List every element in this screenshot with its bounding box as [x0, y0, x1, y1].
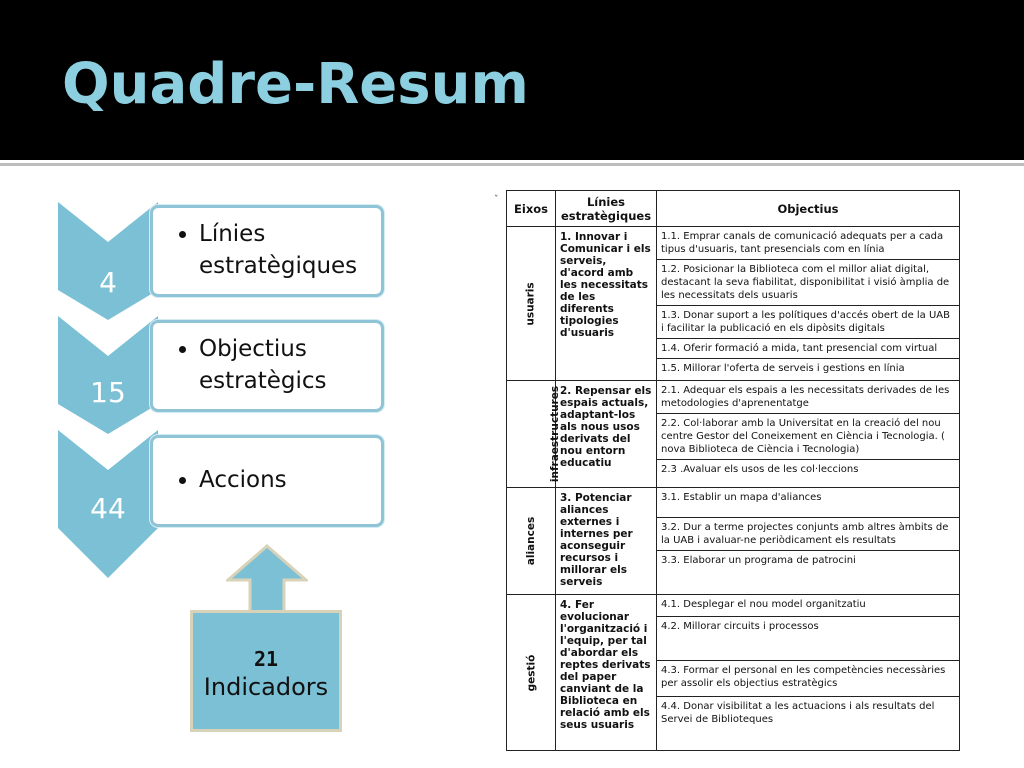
objectives-card — [150, 320, 384, 412]
indicators-box — [190, 610, 342, 732]
eix-label: infraestructures — [549, 385, 562, 483]
header-objectius: Objectius — [657, 191, 960, 227]
objective-cell: 4.3. Formar el personal en les competències necessàries per assolir els objectius estratègics — [657, 661, 960, 697]
objective-cell: 1.4. Oferir formació a mida, tant presencial com virtual — [657, 339, 960, 359]
actions-card — [150, 435, 384, 527]
objective-cell: 2.3 .Avaluar els usos de les col·leccions — [657, 460, 960, 488]
actions-count: 44 — [90, 492, 126, 525]
lines-label: • Línies estratègiques — [199, 218, 371, 282]
eix-label: usuaris — [525, 281, 537, 326]
linia-cell: 3. Potenciar aliances externes i internes per aconseguir recursos i millorar els serveis — [556, 488, 657, 595]
arrow-up-icon — [226, 544, 308, 614]
table-row — [507, 381, 960, 414]
linia-cell: 4. Fer evolucionar l'organització i l'equip, per tal d'abordar els reptes derivats del paper canviant de la Biblioteca en relació amb els seus usuaris — [556, 595, 657, 751]
summary-table — [506, 190, 960, 751]
slide-title: Quadre-Resum — [62, 52, 529, 117]
divider — [0, 163, 1024, 166]
corner-mark: ˇ — [494, 195, 499, 205]
objective-cell: 1.5. Millorar l'oferta de serveis i gestions en línia — [657, 359, 960, 381]
table-header-row — [507, 191, 960, 227]
lines-card — [150, 205, 384, 297]
chevron-objectives — [58, 316, 158, 434]
eix-cell — [507, 595, 556, 751]
header-linies: Línies estratègiques — [556, 191, 657, 227]
objective-cell: 4.2. Millorar circuits i processos — [657, 617, 960, 661]
objective-cell: 2.2. Col·laborar amb la Universitat en la creació del nou centre Gestor del Coneixement en Ciència i Tecnologia. ( nova Biblioteca de Ciència i Tecnologia) — [657, 414, 960, 460]
objective-cell: 4.1. Desplegar el nou model organitzatiu — [657, 595, 960, 617]
table-row — [507, 488, 960, 518]
objective-cell: 1.1. Emprar canals de comunicació adequats per a cada tipus d'usuaris, tant presencials com en línia — [657, 227, 960, 260]
objective-cell: 3.3. Elaborar un programa de patrocini — [657, 551, 960, 595]
header-eixos: Eixos — [507, 191, 556, 227]
actions-label: • Accions — [199, 464, 371, 496]
objectives-count: 15 — [90, 376, 126, 409]
objective-cell: 3.2. Dur a terme projectes conjunts amb altres àmbits de la UAB i avaluar-ne periòdicament els resultats — [657, 518, 960, 551]
objective-cell: 1.2. Posicionar la Biblioteca com el millor aliat digital, destacant la seva fiabilitat, disponibilitat i visió àmplia de les necessitats dels usuaris — [657, 260, 960, 306]
chevron-actions — [58, 430, 158, 578]
objective-cell: 1.3. Donar suport a les polítiques d'accés obert de la UAB i facilitar la publicació en els dipòsits digitals — [657, 306, 960, 339]
eix-cell — [507, 488, 556, 595]
eix-label: aliances — [525, 516, 538, 566]
linia-cell: 1. Innovar i Comunicar i els serveis, d'acord amb les necessitats de les diferents tipologies d'usuaris — [556, 227, 657, 381]
eix-cell — [507, 227, 556, 381]
linia-cell: 2. Repensar els espais actuals, adaptant-los als nous usos derivats del nou entorn educatiu — [556, 381, 657, 488]
lines-count: 4 — [99, 266, 117, 299]
objective-cell: 4.4. Donar visibilitat a les actuacions i als resultats del Servei de Biblioteques — [657, 697, 960, 751]
indicators-count: 21 — [253, 647, 279, 671]
table-row — [507, 595, 960, 617]
table-row — [507, 227, 960, 260]
objective-cell: 2.1. Adequar els espais a les necessitats derivades de les metodologies d'aprenentatge — [657, 381, 960, 414]
indicators-label: Indicadors — [203, 673, 329, 701]
eix-cell — [507, 381, 562, 488]
chevron-lines — [58, 202, 158, 320]
eix-label: gestió — [524, 654, 537, 691]
objectives-label: • Objectius estratègics — [199, 333, 371, 397]
objective-cell: 3.1. Establir un mapa d'aliances — [657, 488, 960, 518]
